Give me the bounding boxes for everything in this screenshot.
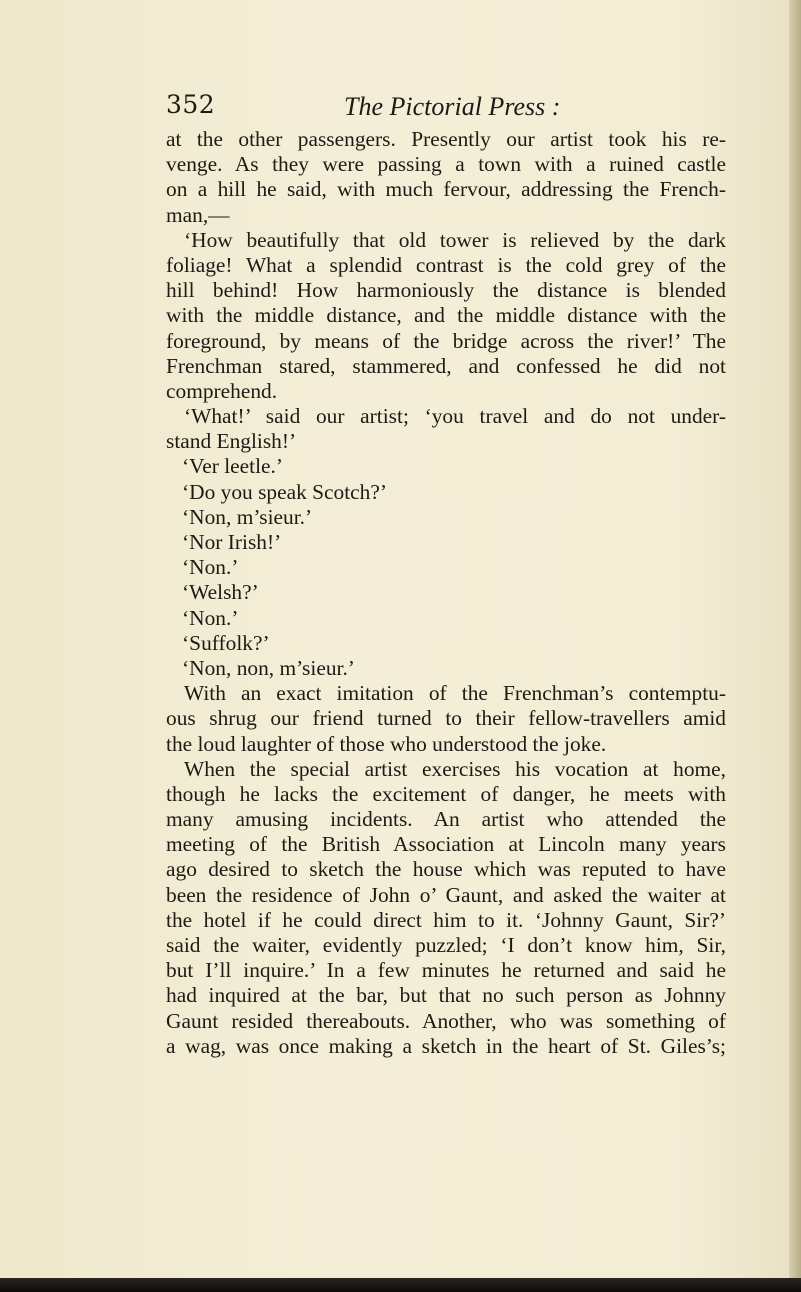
running-title: The Pictorial Press : <box>344 92 561 121</box>
page-right-edge <box>789 0 801 1292</box>
text-line: hill behind! How harmoniously the distance is blended <box>166 278 726 303</box>
text-line: with the middle distance, and the middle distance with the <box>166 303 726 328</box>
text-line: ago desired to sketch the house which was reputed to have <box>166 857 726 882</box>
text-line: When the special artist exercises his vocation at home, <box>184 756 726 781</box>
text-line: ‘Non.’ <box>166 555 239 580</box>
text-line: stand English!’ <box>166 429 297 454</box>
text-line: ‘Non, non, m’sieur.’ <box>166 655 355 680</box>
text-line: on a hill he said, with much fervour, addressing the French- <box>166 177 726 202</box>
text-line: at the other passengers. Presently our artist took his re- <box>166 127 726 151</box>
text-line: man,— <box>166 202 230 227</box>
text-line: ous shrug our friend turned to their fellow-travellers amid <box>166 706 726 731</box>
text-line: the hotel if he could direct him to it. ‘Johnny Gaunt, Sir?’ <box>166 907 726 932</box>
text-line: ‘Ver leetle.’ <box>166 454 283 479</box>
text-line: venge. As they were passing a town with a ruined castle <box>166 152 726 177</box>
text-line: said the waiter, evidently puzzled; ‘I don’t know him, Sir, <box>166 933 726 957</box>
text-line: though he lacks the excitement of danger, he meets with <box>166 781 726 806</box>
text-line: ‘How beautifully that old tower is relieved by the dark <box>184 227 726 252</box>
text-line: foliage! What a splendid contrast is the cold grey of the <box>166 252 726 277</box>
text-line: foreground, by means of the bridge across the river!’ The <box>166 328 726 353</box>
text-line: many amusing incidents. An artist who attended the <box>166 807 726 832</box>
text-line: ‘Do you speak Scotch?’ <box>166 479 387 504</box>
page-number: 352 <box>166 90 216 119</box>
page-header <box>166 90 726 130</box>
text-line: a wag, was once making a sketch in the heart of St. Giles’s; <box>166 1033 726 1058</box>
text-line: had inquired at the bar, but that no such person as Johnny <box>166 983 726 1008</box>
text-line: Frenchman stared, stammered, and confessed he did not <box>166 353 726 378</box>
text-line: ‘Welsh?’ <box>166 580 259 605</box>
text-line: With an exact imitation of the Frenchman’s contemptu- <box>184 681 726 706</box>
text-line: been the residence of John o’ Gaunt, and asked the waiter at <box>166 882 726 907</box>
text-line: ‘Nor Irish!’ <box>166 530 282 554</box>
page-bottom-edge <box>0 1278 801 1292</box>
text-line: the loud laughter of those who understood the joke. <box>166 731 607 756</box>
text-line: ‘Non, m’sieur.’ <box>166 504 313 529</box>
body-text <box>166 127 726 1059</box>
text-line: ‘Non.’ <box>166 605 239 630</box>
text-line: ‘What!’ said our artist; ‘you travel and do not under- <box>184 404 726 429</box>
text-line: meeting of the British Association at Lincoln many years <box>166 832 726 857</box>
text-line: but I’ll inquire.’ In a few minutes he returned and said he <box>166 958 726 983</box>
text-line: comprehend. <box>166 378 278 403</box>
text-line: Gaunt resided thereabouts. Another, who was something of <box>166 1008 726 1033</box>
text-line: ‘Suffolk?’ <box>166 630 270 655</box>
